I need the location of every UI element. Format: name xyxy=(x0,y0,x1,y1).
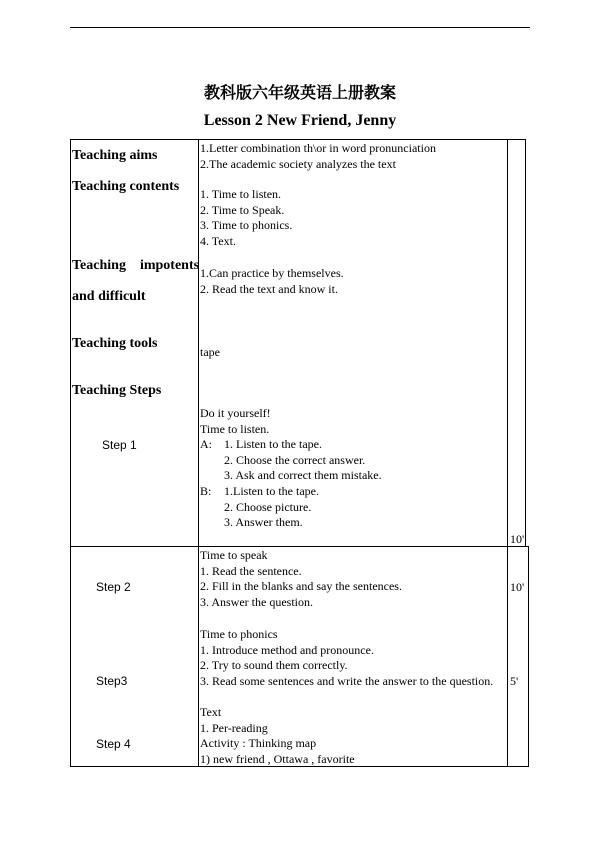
step-1-label: Step 1 xyxy=(102,438,137,452)
heading-teaching-impotents: Teaching impotents xyxy=(72,258,200,273)
heading-teaching-aims: Teaching aims xyxy=(72,148,158,163)
step-1-a-item: 1. Listen to the tape. xyxy=(224,437,322,452)
heading-and-difficult: and difficult xyxy=(72,289,146,304)
step-2-line: 1. Read the sentence. xyxy=(200,563,302,578)
step-1-b-item: 1.Listen to the tape. xyxy=(224,483,319,498)
step-3-line: Time to phonics xyxy=(200,627,278,641)
step-3-time: 5' xyxy=(510,674,519,688)
step-1-b-row xyxy=(200,484,382,500)
step-4-line: 1. Per-reading xyxy=(200,720,268,735)
tools-value: tape xyxy=(200,345,220,359)
contents-item: 3. Time to phonics. xyxy=(200,218,293,233)
step-1-b-row xyxy=(200,500,382,516)
step-4-line: Activity : Thinking map xyxy=(200,736,317,751)
contents-item: 4. Text. xyxy=(200,233,236,248)
step-1-a-row xyxy=(200,453,382,469)
aims-item: 1.Letter combination th\or in word pronunciation xyxy=(200,141,436,155)
step-1-content xyxy=(200,406,382,531)
step-3-line: 3. Read some sentences and write the answer to the question. xyxy=(200,673,494,688)
difficult-item: 1.Can practice by themselves. xyxy=(200,266,344,280)
step-1-line: Time to listen. xyxy=(200,421,270,436)
heading-teaching-contents: Teaching contents xyxy=(72,179,180,194)
step-1-a-row xyxy=(200,468,382,484)
column-divider-left-lower xyxy=(198,546,199,767)
step-2-label: Step 2 xyxy=(96,580,131,594)
step-1-a-marker: A: xyxy=(200,437,212,452)
step-2-line: Time to speak xyxy=(200,548,268,562)
header-rule xyxy=(70,27,530,28)
step-3-content xyxy=(200,627,493,689)
heading-teaching-steps: Teaching Steps xyxy=(72,383,162,398)
heading-teaching-tools: Teaching tools xyxy=(72,336,158,351)
contents-item: 2. Time to Speak. xyxy=(200,202,285,217)
step-4-label: Step 4 xyxy=(96,737,131,751)
column-divider-left xyxy=(198,139,199,546)
step-1-b-item: 3. Answer them. xyxy=(224,515,303,530)
step-1-a-item: 2. Choose the correct answer. xyxy=(224,452,366,467)
step-4-content xyxy=(200,705,355,767)
step-1-a-row xyxy=(200,437,382,453)
step-1-time: 10' xyxy=(510,532,525,546)
contents-list xyxy=(200,187,292,249)
lesson-title: Lesson 2 New Friend, Jenny xyxy=(203,112,397,129)
step-4-line: Text xyxy=(200,705,222,719)
difficult-item: 2. Read the text and know it. xyxy=(200,281,338,296)
step-3-label: Step3 xyxy=(96,674,128,688)
step-3-line: 2. Try to sound them correctly. xyxy=(200,658,348,673)
step-2-line: 2. Fill in the blanks and say the sentences. xyxy=(200,579,402,594)
step-1-b-row xyxy=(200,515,382,531)
step-1-b-item: 2. Choose picture. xyxy=(224,499,312,514)
document-title: 教科版六年级英语上册教案 xyxy=(203,83,396,102)
step-4-line: 1) new friend , Ottawa , favorite xyxy=(200,751,355,766)
step-2-time: 10' xyxy=(510,580,525,594)
step-1-b-marker: B: xyxy=(200,483,212,498)
step-2-line: 3. Answer the question. xyxy=(200,594,313,609)
aims-list xyxy=(200,141,436,172)
aims-item: 2.The academic society analyzes the text xyxy=(200,156,396,171)
column-divider-right xyxy=(507,139,508,546)
step-1-line: Do it yourself! xyxy=(200,406,271,420)
step-1-a-item: 3. Ask and correct them mistake. xyxy=(224,468,382,483)
difficult-list xyxy=(200,266,344,297)
contents-item: 1. Time to listen. xyxy=(200,187,282,201)
step-2-content xyxy=(200,548,402,610)
column-divider-right-lower xyxy=(507,546,508,767)
step-3-line: 1. Introduce method and pronounce. xyxy=(200,642,374,657)
